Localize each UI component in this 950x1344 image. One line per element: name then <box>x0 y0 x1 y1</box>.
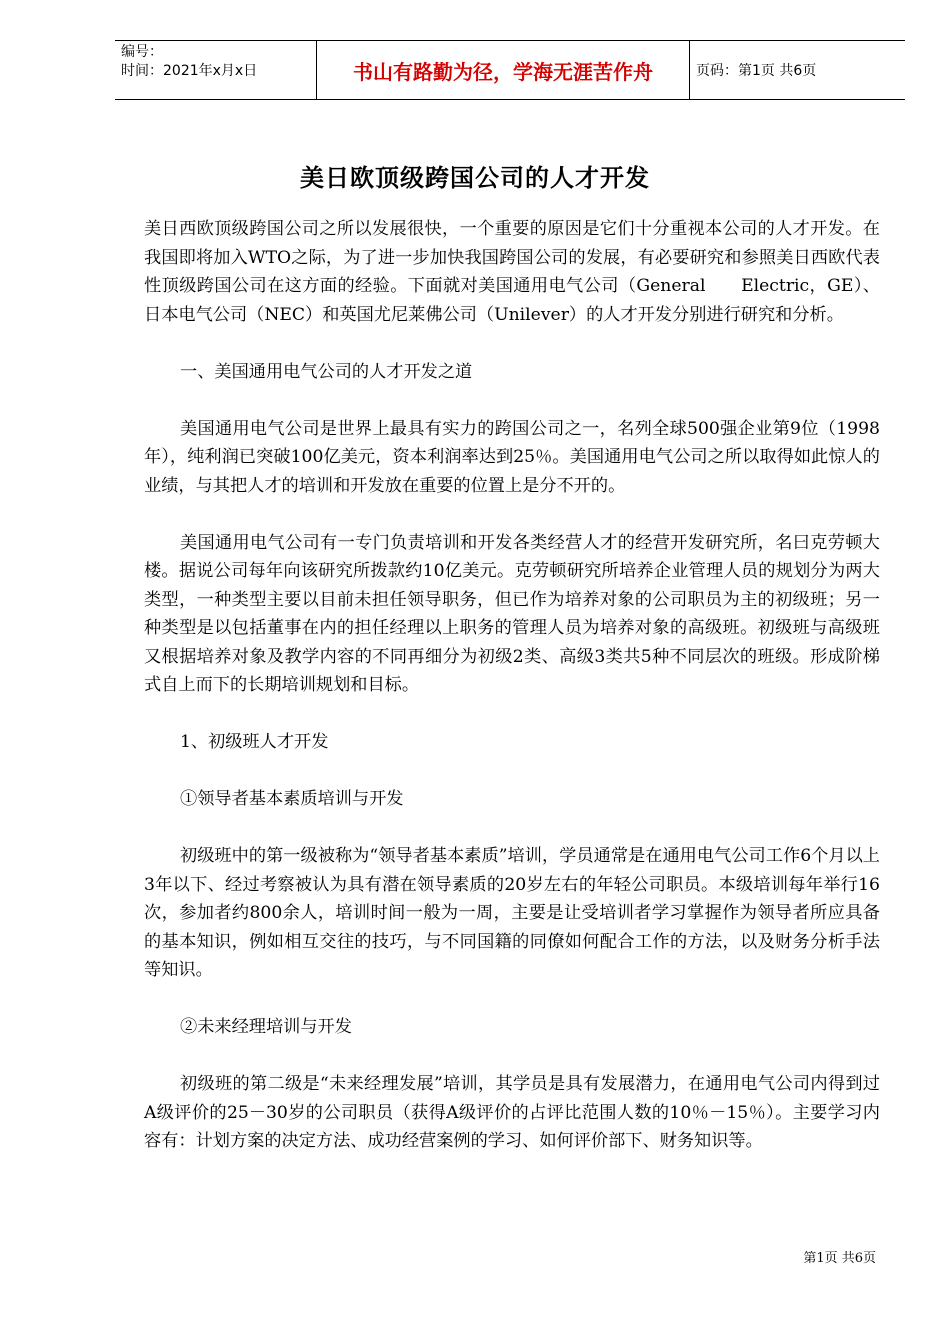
motto-text: 书山有路勤为径，学海无涯苦作舟 <box>353 59 653 84</box>
time-label: 时间：2021年x月x日 <box>121 63 258 79</box>
subsection-heading: ①领导者基本素质培训与开发 <box>180 789 404 809</box>
header-meta-cell <box>115 41 317 99</box>
paragraph: 初级班中的第一级被称为“领导者基本素质”培训，学员通常是在通用电气公司工作6个月以上3年以下、经过考察被认为具有潜在领导素质的20岁左右的年轻公司职员。本级培训每年举行16次，参加者约800余人，培训时间一般为一周，主要是让受培训者学习掌握作为领导者所应具备的基本知识，例如相互交往的技巧，与不同国籍的同僚如何配合工作的方法，以及财务分析手法等知识。 <box>144 846 880 980</box>
header-motto-cell <box>317 41 690 99</box>
section-heading: 一、美国通用电气公司的人才开发之道 <box>180 361 473 382</box>
paragraph: 美国通用电气公司有一专门负责培训和开发各类经营人才的经营开发研究所，名曰克劳顿大楼。据说公司每年向该研究所拨款约10亿美元。克劳顿研究所培养企业管理人员的规划分为两大类型，一种类型主要以目前未担任领导职务，但已作为培养对象的公司职员为主的初级班；另一种类型是以包括董事在内的担任经理以上职务的管理人员为培养对象的高级班。初级班与高级班又根据培养对象及教学内容的不同再细分为初级2类、高级3类共5种不同层次的班级。形成阶梯式自上而下的长期培训规划和目标。 <box>144 532 880 695</box>
header-table <box>115 40 905 100</box>
paragraph: 美国通用电气公司是世界上最具有实力的跨国公司之一，名列全球500强企业第9位（1998年），纯利润已突破100亿美元，资本利润率达到25％。美国通用电气公司之所以取得如此惊人的业绩，与其把人才的培训和开发放在重要的位置上是分不开的。 <box>144 418 880 496</box>
page-info: 页码：第1页 共6页 <box>696 63 817 79</box>
subsection-heading: ②未来经理培训与开发 <box>180 1017 352 1037</box>
document-body <box>144 215 880 1184</box>
paragraph: 初级班的第二级是“未来经理发展”培训，其学员是具有发展潜力，在通用电气公司内得到过A级评价的25－30岁的公司职员（获得A级评价的占评比范围人数的10％－15％）。主要学习内容有：计划方案的决定方法、成功经营案例的学习、如何评价部下、财务知识等。 <box>144 1074 880 1151</box>
document-title: 美日欧顶级跨国公司的人才开发 <box>300 163 650 192</box>
header-page-cell <box>690 41 905 99</box>
page-footer: 第1页 共6页 <box>803 1251 876 1266</box>
number-label: 编号： <box>121 44 163 60</box>
subsection-heading: 1、初级班人才开发 <box>180 732 329 752</box>
paragraph-intro: 美日西欧顶级跨国公司之所以发展很快，一个重要的原因是它们十分重视本公司的人才开发。在我国即将加入WTO之际，为了进一步加快我国跨国公司的发展，有必要研究和参照美日西欧代表性顶级跨国公司在这方面的经验。下面就对美国通用电气公司（General Electric，GE）、日本电气公司（NEC）和英国尤尼莱佛公司（Unilever）的人才开发分别进行研究和分析。 <box>144 219 880 325</box>
